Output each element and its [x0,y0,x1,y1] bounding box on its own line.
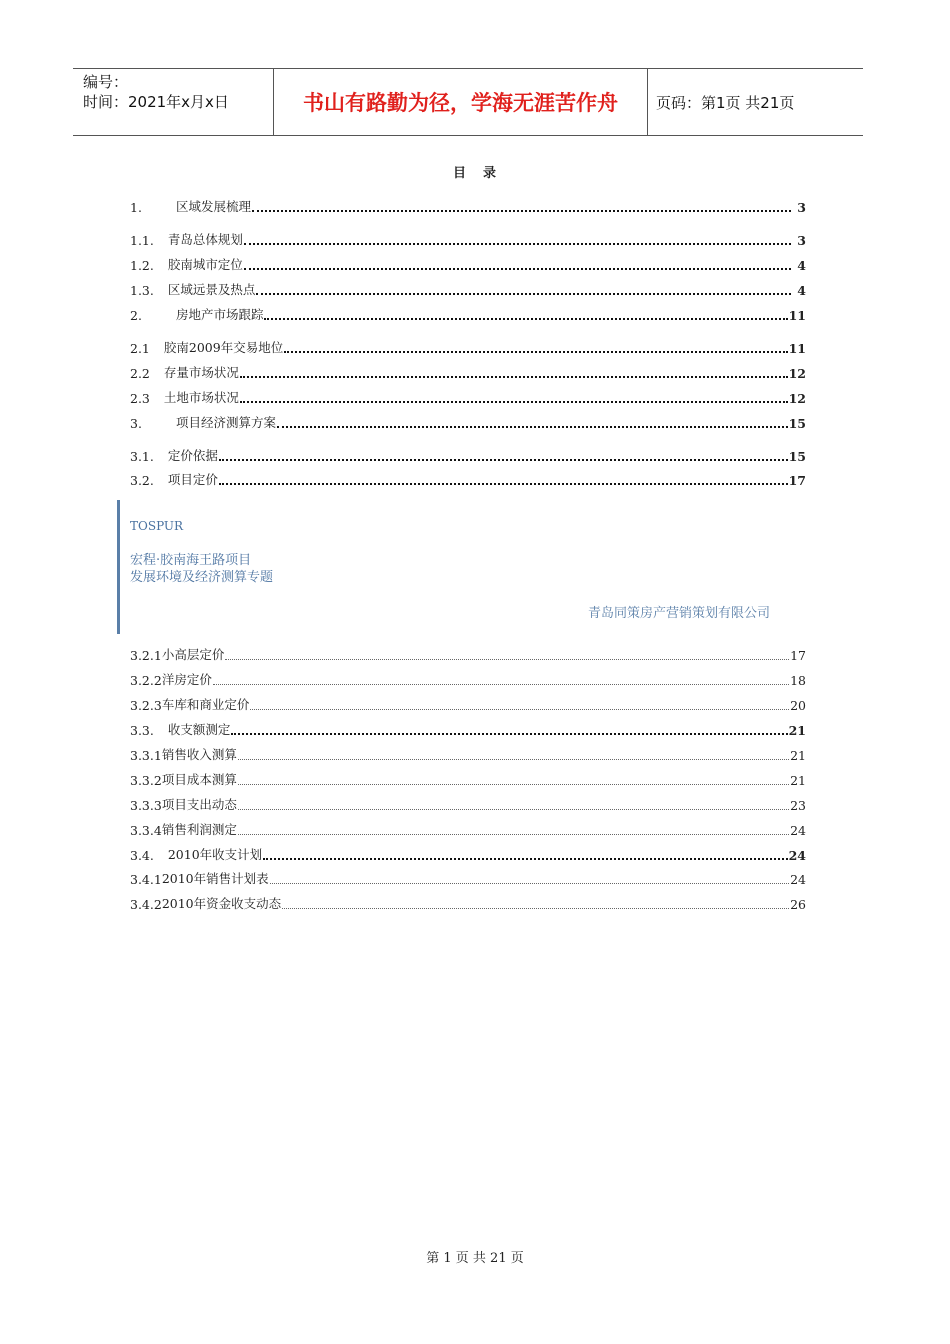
toc-entry-page: 20 [790,698,806,713]
toc-leader-dots [250,709,789,710]
toc-entry[interactable] [130,695,806,713]
header-motto: 书山有路勤为径，学海无涯苦作舟 [273,69,648,135]
toc-entry-label: 青岛总体规划 [167,232,243,247]
toc-entry-page: 26 [790,897,806,912]
toc-entry[interactable] [130,820,806,838]
toc-leader-dots [238,759,789,760]
toc-leader-dots [238,809,789,810]
toc-leader-dots [252,210,791,212]
toc-entry-label: 土地市场状况 [163,390,239,405]
toc-entry-number: 3.3.4 [130,823,162,838]
toc-entry[interactable] [130,255,806,273]
header-meta [73,69,273,135]
toc-entry-label: 项目成本测算 [161,772,237,787]
toc-entry-page: 4 [797,283,806,298]
toc-entry-page: 21 [788,723,806,738]
toc-entry-page: 15 [788,416,806,431]
company-name: 青岛同策房产营销策划有限公司 [588,606,771,621]
toc-leader-dots [270,883,789,884]
toc-entry-label: 收支额测定 [167,722,231,737]
toc-entry-number: 3.2.3 [130,698,162,713]
toc-entry-page: 3 [797,200,806,215]
toc-entry[interactable] [130,388,806,406]
toc-entry[interactable] [130,670,806,688]
toc-entry-page: 15 [788,449,806,464]
toc-entry-number: 3.4.1 [130,872,162,887]
toc-entry[interactable] [130,446,806,464]
header-page-code: 页码：第1页 共21页 [656,93,795,112]
toc-entry[interactable] [130,894,806,912]
toc-entry-number: 2.3 [130,391,150,406]
project-info-block [117,500,820,634]
toc-entry-label: 2010年资金收支动态 [161,896,282,911]
toc-entry-label: 区域发展梳理 [175,199,251,214]
toc-entry-number: 3.4.2 [130,897,162,912]
toc-entry-page: 12 [788,366,806,381]
toc-leader-dots [264,318,787,320]
toc-leader-dots [238,784,789,785]
toc-entry[interactable] [130,305,806,323]
toc-entry[interactable] [130,338,806,356]
toc-entry-page: 24 [790,823,806,838]
project-title-line2: 发展环境及经济测算专题 [130,570,274,585]
toc-entry-number: 3. [130,416,142,431]
toc-entry[interactable] [130,720,806,738]
toc-entry-page: 24 [790,872,806,887]
toc-entry-label: 胶南城市定位 [167,257,243,272]
toc-leader-dots [225,659,789,660]
toc-leader-dots [284,351,787,353]
toc-entry-page: 18 [790,673,806,688]
toc-leader-dots [213,684,789,685]
toc-entry-label: 销售利润测定 [161,822,237,837]
toc-leader-dots [244,268,791,270]
toc-entry-number: 3.2. [130,473,154,488]
toc-leader-dots [263,858,787,860]
toc-entry-number: 3.3.1 [130,748,162,763]
toc-leader-dots [219,483,788,485]
toc-entry-page: 11 [788,341,806,356]
toc-entry-label: 项目定价 [167,472,218,487]
toc-entry-number: 2.2 [130,366,150,381]
toc-entry-number: 3.2.2 [130,673,162,688]
toc-entry-label: 销售收入测算 [161,747,237,762]
toc-entry-label: 定价依据 [167,448,218,463]
toc-entry-page: 12 [788,391,806,406]
project-title [130,552,273,586]
toc-entry-page: 17 [790,648,806,663]
toc-entry[interactable] [130,197,806,215]
toc-entry-number: 2.1 [130,341,150,356]
toc-leader-dots [277,426,788,428]
toc-entry-number: 3.3. [130,723,154,738]
toc-leader-dots [240,376,788,378]
toc-entry-number: 2. [130,308,142,323]
toc-entry-label: 存量市场状况 [163,365,239,380]
toc-title-char: 录 [483,166,498,181]
toc-entry-page: 3 [797,233,806,248]
toc-entry-number: 3.3.3 [130,798,162,813]
toc-entry-page: 17 [788,473,806,488]
number-label: 编号： [83,73,129,91]
toc-entry-number: 1.2. [130,258,154,273]
toc-entry-label: 区域远景及热点 [167,282,256,297]
toc-entry[interactable] [130,745,806,763]
toc-entry-page: 23 [790,798,806,813]
toc-entry-label: 小高层定价 [161,647,225,662]
toc-entry-page: 21 [790,773,806,788]
toc-entry-label: 项目支出动态 [161,797,237,812]
toc-entry-label: 洋房定价 [161,672,212,687]
toc-entry-number: 3.2.1 [130,648,162,663]
page-header [73,68,863,136]
toc-entry-number: 1.3. [130,283,154,298]
toc-entry-number: 3.4. [130,848,154,863]
toc-leader-dots [282,908,789,909]
time-label: 时间：2021年x月x日 [83,93,229,111]
toc-entry[interactable] [130,280,806,298]
toc-entry[interactable] [130,230,806,248]
toc-entry-number: 1. [130,200,142,215]
page-footer: 第 1 页 共 21 页 [426,1251,524,1266]
toc-leader-dots [244,243,791,245]
toc-entry-label: 胶南2009年交易地位 [163,340,284,355]
toc-entry-page: 4 [797,258,806,273]
toc-entry[interactable] [130,363,806,381]
toc-entry-label: 2010年销售计划表 [161,871,269,886]
toc-title [0,162,950,181]
toc-entry-number: 1.1. [130,233,154,248]
toc-entry-label: 车库和商业定价 [161,697,250,712]
toc-entry-number: 3.1. [130,449,154,464]
toc-leader-dots [238,834,789,835]
toc-leader-dots [240,401,788,403]
toc-entry-page: 11 [788,308,806,323]
toc-entry[interactable] [130,645,806,663]
project-title-line1: 宏程·胶南海王路项目 [130,553,252,568]
toc-entry-page: 21 [790,748,806,763]
toc-leader-dots [231,733,787,735]
toc-entry[interactable] [130,869,806,887]
toc-entry-label: 项目经济测算方案 [175,415,276,430]
toc-entry[interactable] [130,795,806,813]
toc-entry[interactable] [130,845,806,863]
toc-entry[interactable] [130,413,806,431]
toc-entry-label: 2010年收支计划 [167,847,263,862]
toc-leader-dots [219,459,788,461]
toc-entry[interactable] [130,470,806,488]
brand-name: TOSPUR [130,519,184,533]
toc-entry-number: 3.3.2 [130,773,162,788]
toc-entry[interactable] [130,770,806,788]
toc-entry-label: 房地产市场跟踪 [175,307,264,322]
toc-entry-page: 24 [788,848,806,863]
toc-title-char: 目 [452,166,467,181]
toc-leader-dots [256,293,791,295]
